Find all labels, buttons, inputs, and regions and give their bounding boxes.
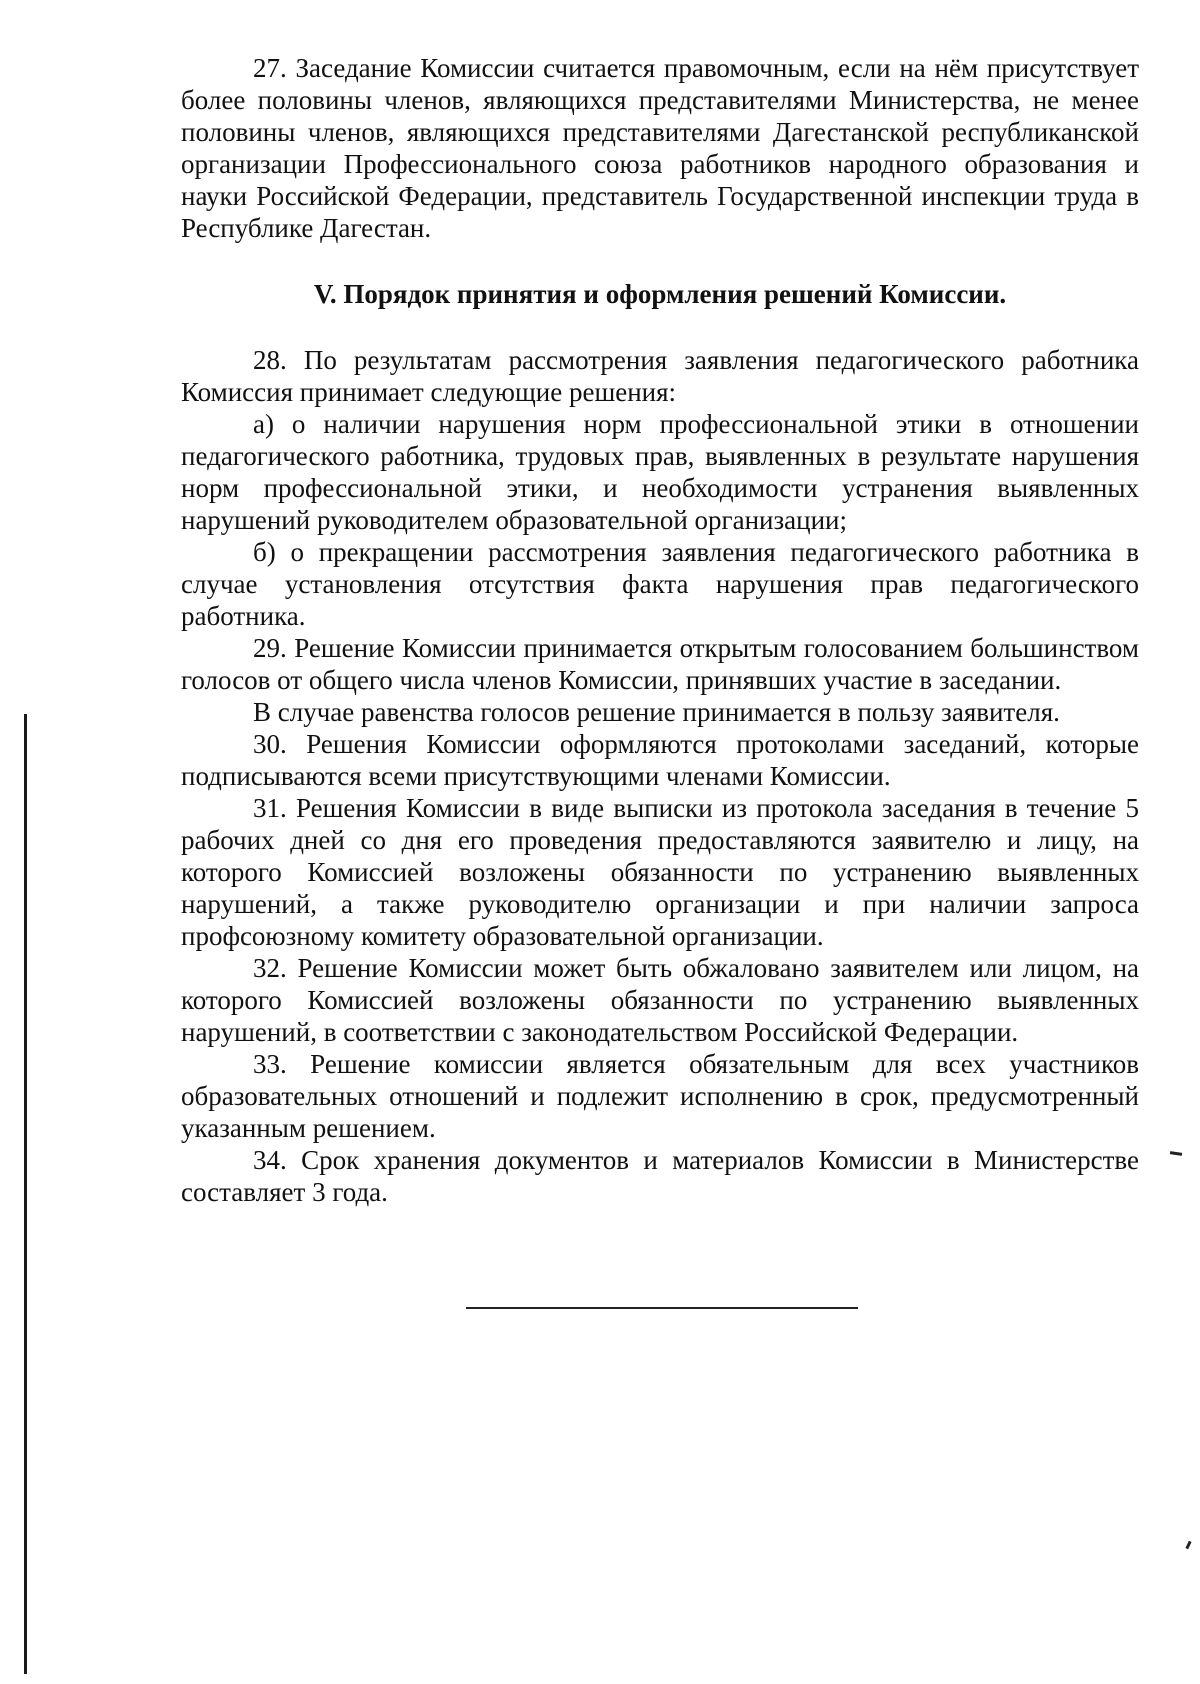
paragraph-27: 27. Заседание Комиссии считается правомочным, если на нём присутствует более половины членов, являющихся представителями Министерства, не менее половины членов, являющихся представителями Дагестанской республиканской организации Профессионального союза работников народного образования и науки Российской Федерации, представитель Государственной инспекции труда в Республике Дагестан. xyxy=(181,53,1139,243)
document-body xyxy=(181,52,1139,1208)
paragraph-34: 34. Срок хранения документов и материалов Комиссии в Министерстве составляет 3 года. xyxy=(181,1145,1139,1207)
paragraph-30: 30. Решения Комиссии оформляются протоколами заседаний, которые подписываются всеми присутствующими членами Комиссии. xyxy=(181,729,1139,791)
scan-margin-bar xyxy=(24,714,27,1674)
paragraph-33: 33. Решение комиссии является обязательным для всех участников образовательных отношений и подлежит исполнению в срок, предусмотренный указанным решением. xyxy=(181,1049,1139,1143)
paragraph-29-tie: В случае равенства голосов решение принимается в пользу заявителя. xyxy=(253,697,1060,727)
end-separator-line xyxy=(466,1307,858,1309)
paragraph-31: 31. Решения Комиссии в виде выписки из протокола заседания в течение 5 рабочих дней со дня его проведения предоставляются заявителю и лицу, на которого Комиссией возложены обязанности по устранению выявленных нарушений, а также руководителю организации и при наличии запроса профсоюзному комитету образовательной организации. xyxy=(181,793,1139,951)
paragraph-29: 29. Решение Комиссии принимается открытым голосованием большинством голосов от общего числа членов Комиссии, принявших участие в заседании. xyxy=(181,633,1139,695)
paragraph-32: 32. Решение Комиссии может быть обжаловано заявителем или лицом, на которого Комиссией возложены обязанности по устранению выявленных нарушений, в соответствии с законодательством Российской Федерации. xyxy=(181,953,1139,1047)
scan-mark xyxy=(1170,1151,1182,1156)
scan-mark xyxy=(1185,1541,1191,1550)
paragraph-28-b: б) о прекращении рассмотрения заявления педагогического работника в случае установления отсутствия факта нарушения прав педагогического работника. xyxy=(181,537,1139,631)
paragraph-28-a: а) о наличии нарушения норм профессиональной этики в отношении педагогического работника, трудовых прав, выявленных в результате нарушения норм профессиональной этики, и необходимости устранения выявленных нарушений руководителем образовательной организации; xyxy=(181,409,1139,535)
section-heading: V. Порядок принятия и оформления решений Комиссии. xyxy=(313,279,1007,309)
paragraph-28: 28. По результатам рассмотрения заявления педагогического работника Комиссия принимает следующие решения: xyxy=(181,345,1139,407)
